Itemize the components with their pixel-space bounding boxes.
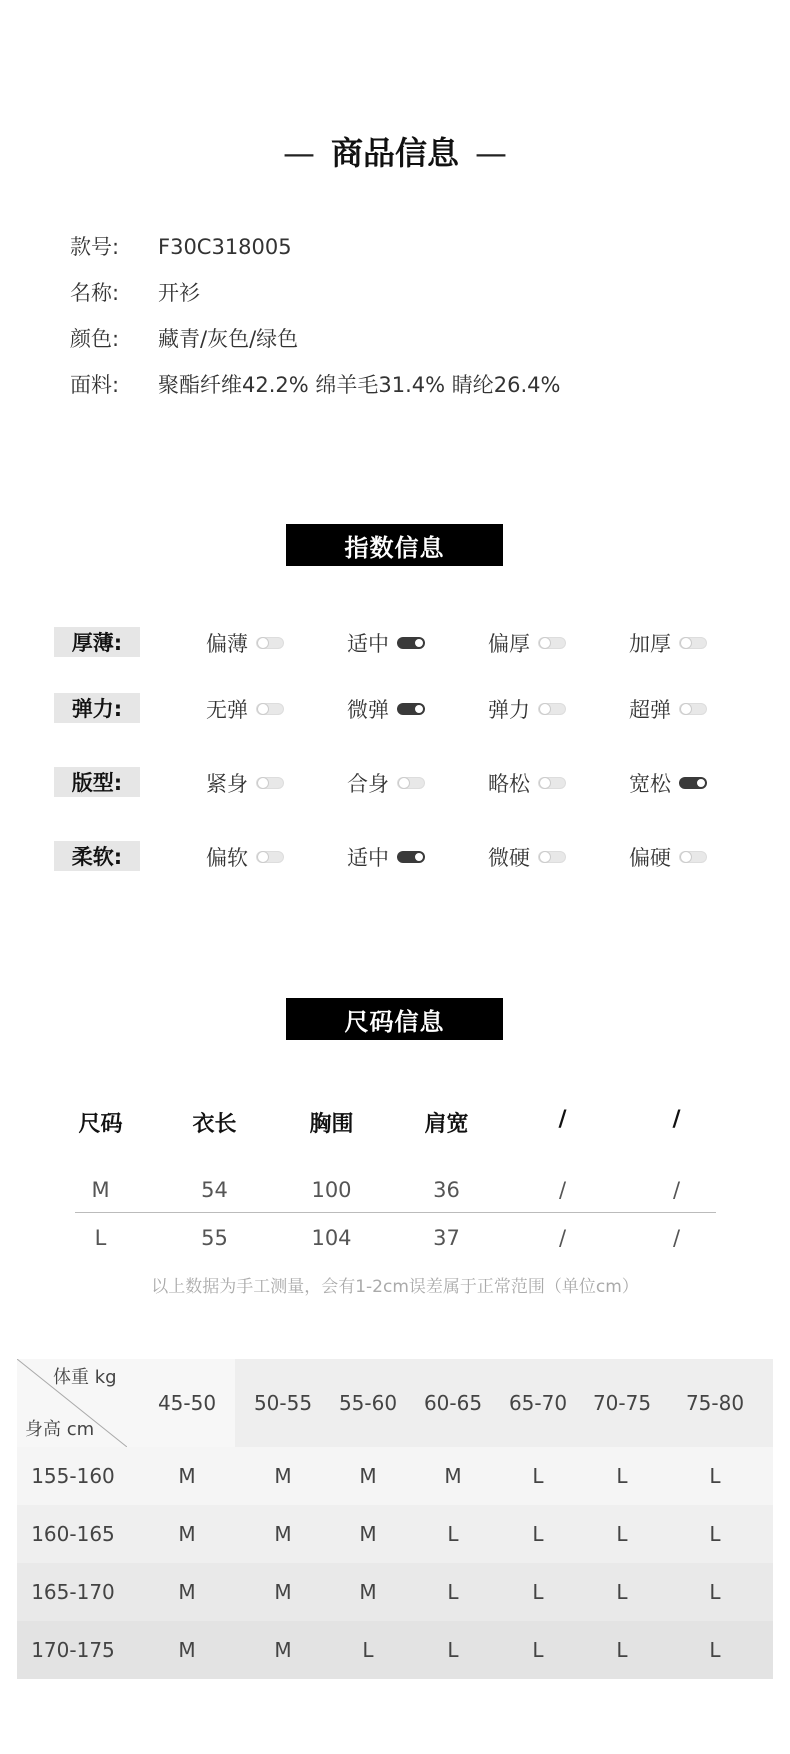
index-option-label: 偏软 [206,846,248,870]
size-table-header: 胸围 [309,1112,354,1137]
size-chart-cell: L [532,1638,544,1662]
size-table-header: / [672,1107,681,1132]
size-table-cell: M [91,1178,110,1202]
size-chart-cell: L [709,1522,721,1546]
size-table-divider [75,1212,716,1213]
size-chart-cell: M [359,1580,377,1604]
toggle-on-icon [397,851,425,863]
toggle-off-icon [538,851,566,863]
index-option-label: 微弹 [347,698,389,722]
index-option-label: 无弹 [206,698,248,722]
size-chart-cell: M [178,1638,196,1662]
size-chart-cell: M [274,1522,292,1546]
index-option-label: 超弹 [629,698,671,722]
size-table-header: 肩宽 [424,1112,469,1137]
info-row-name [70,277,200,307]
index-option-label: 加厚 [629,632,671,656]
size-table-cell: L [94,1226,107,1250]
weight-range-header: 45-50 [157,1391,217,1415]
size-table-cell: / [558,1226,567,1250]
index-option [629,628,707,658]
product-info-title [0,128,790,174]
product-info-title-text: 商品信息 [330,134,459,172]
toggle-off-icon [256,637,284,649]
index-info-banner: 指数信息 [286,524,503,566]
info-value: F30C318005 [158,235,292,259]
size-chart-cell: L [709,1580,721,1604]
index-option [629,694,707,724]
toggle-on-icon [397,703,425,715]
size-chart-cell: L [616,1522,628,1546]
index-option [347,768,425,798]
toggle-off-icon [679,851,707,863]
toggle-off-icon [256,851,284,863]
index-label: 版型: [54,767,140,797]
index-label: 柔软: [54,841,140,871]
size-chart-cell: M [274,1464,292,1488]
size-table-cell: / [672,1178,681,1202]
index-label: 厚薄: [54,627,140,657]
index-option-label: 合身 [347,772,389,796]
height-range-label: 160-165 [31,1522,115,1546]
size-chart-cell: M [274,1638,292,1662]
toggle-on-icon [679,777,707,789]
size-chart-cell: M [444,1464,462,1488]
size-chart-cell: L [362,1638,374,1662]
measurement-note: 以上数据为手工测量，会有1-2cm误差属于正常范围（单位cm） [151,1277,639,1297]
index-option-label: 偏厚 [488,632,530,656]
toggle-off-icon [397,777,425,789]
size-chart-cell: L [532,1580,544,1604]
weight-range-header: 50-55 [253,1391,313,1415]
size-chart-cell: L [447,1522,459,1546]
index-option [488,768,566,798]
info-value: 聚酯纤维42.2% 绵羊毛31.4% 睛纶26.4% [158,373,561,397]
size-chart-cell: M [178,1464,196,1488]
toggle-off-icon [538,637,566,649]
toggle-off-icon [256,703,284,715]
size-table-cell: 36 [433,1178,460,1202]
corner-height-label: 身高 cm [25,1419,95,1440]
weight-range-header: 75-80 [685,1391,745,1415]
size-table-cell: 100 [311,1178,352,1202]
index-option [347,628,425,658]
info-row-fabric [70,369,561,399]
index-option-label: 适中 [347,846,389,870]
toggle-off-icon [679,703,707,715]
height-range-label: 170-175 [31,1638,115,1662]
index-option-label: 宽松 [629,772,671,796]
size-table-cell: / [672,1226,681,1250]
size-chart-cell: L [616,1638,628,1662]
size-chart [17,1359,773,1679]
index-option [347,842,425,872]
height-range-label: 155-160 [31,1464,115,1488]
size-chart-cell: L [532,1464,544,1488]
info-label: 款号: [70,235,120,259]
title-dash-left: — [282,134,315,172]
index-option-label: 偏硬 [629,846,671,870]
weight-range-header: 70-75 [592,1391,652,1415]
size-chart-cell: M [274,1580,292,1604]
weight-range-header: 65-70 [508,1391,568,1415]
size-chart-cell: L [616,1580,628,1604]
toggle-off-icon [538,703,566,715]
index-option [206,768,284,798]
size-chart-cell: L [447,1638,459,1662]
toggle-on-icon [397,637,425,649]
index-option [488,694,566,724]
size-table-cell: 55 [201,1226,228,1250]
index-option [347,694,425,724]
index-label: 弹力: [54,693,140,723]
toggle-off-icon [538,777,566,789]
index-option [629,842,707,872]
index-option-label: 微硬 [488,846,530,870]
info-label: 颜色: [70,327,120,351]
corner-weight-label: 体重 kg [53,1367,117,1388]
size-table-cell: 37 [433,1226,460,1250]
size-chart-cell: L [447,1580,459,1604]
info-value: 开衫 [158,281,200,305]
index-option [488,628,566,658]
size-chart-cell: L [709,1638,721,1662]
info-row-style-no [70,231,292,261]
height-range-label: 165-170 [31,1580,115,1604]
info-label: 面料: [70,373,120,397]
toggle-off-icon [679,637,707,649]
index-option [488,842,566,872]
size-table-cell: 104 [311,1226,352,1250]
info-value: 藏青/灰色/绿色 [158,327,299,351]
info-row-color [70,323,298,353]
size-chart-cell: M [359,1522,377,1546]
size-chart-cell: L [709,1464,721,1488]
index-option-label: 适中 [347,632,389,656]
toggle-off-icon [256,777,284,789]
index-option [206,628,284,658]
size-chart-cell: L [532,1522,544,1546]
index-option-label: 紧身 [206,772,248,796]
size-chart-cell: L [616,1464,628,1488]
size-info-banner: 尺码信息 [286,998,503,1040]
size-table-header: 尺码 [78,1112,123,1137]
size-chart-cell: M [359,1464,377,1488]
size-table-header: / [558,1107,567,1132]
index-option-label: 偏薄 [206,632,248,656]
info-label: 名称: [70,281,120,305]
index-option [206,842,284,872]
size-chart-cell: M [178,1522,196,1546]
index-option [629,768,707,798]
weight-range-header: 60-65 [423,1391,483,1415]
index-option-label: 略松 [488,772,530,796]
weight-range-header: 55-60 [338,1391,398,1415]
index-option [206,694,284,724]
size-table-cell: / [558,1178,567,1202]
title-dash-right: — [475,134,507,172]
size-chart-cell: M [178,1580,196,1604]
size-table-header: 衣长 [192,1112,237,1137]
size-table-cell: 54 [201,1178,228,1202]
index-option-label: 弹力 [488,698,530,722]
